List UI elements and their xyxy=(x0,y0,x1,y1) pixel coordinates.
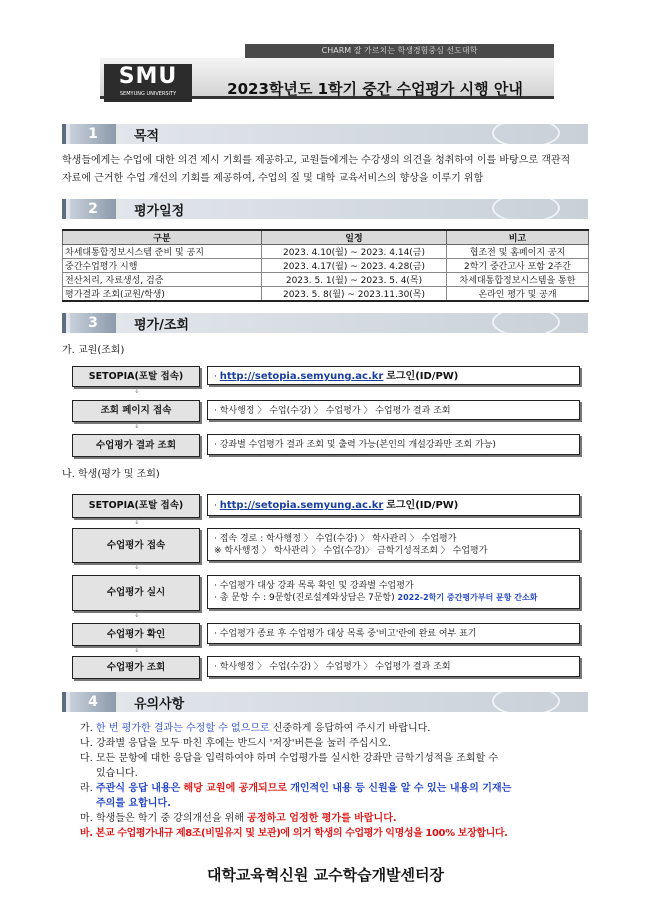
prof-step-result-desc: · 강좌별 수업평가 결과 조회 및 출력 가능(본인의 개설강좌만 조회 가능) xyxy=(207,434,580,455)
student-step-evaluate-desc: · 수업평가 대상 강좌 목록 확인 및 강좌별 수업평가 · 총 문항 수 : 9문항(진로설계와상담은 7문항) 2022-2학기 중간평가부터 문항 간소화 xyxy=(207,575,580,609)
purpose-text: 학생들에게는 수업에 대한 의견 제시 기회를 제공하고, 교원들에게는 수강생의 의견을 청취하여 이를 바탕으로 객관적 자료에 근거한 수업 개선의 기회를 제공하여, 수업의 질 및 대학 교육서비스의 향상을 이루기 위함 xyxy=(62,155,571,184)
arrow-down-icon: ↓ xyxy=(134,422,140,430)
decorative-ring xyxy=(492,307,560,337)
student-step-check: 수업평가 확인 xyxy=(72,623,200,646)
note-item: 마. 학생들은 학기 중 강의개선을 위해 공정하고 엄정한 평가를 바랍니다. xyxy=(80,813,397,824)
col-header: 비고 xyxy=(447,230,589,245)
student-step-access: 수업평가 접속 xyxy=(72,528,200,563)
prof-step-portal: SETOPIA(포탈 접속) xyxy=(72,366,200,387)
section-3-header xyxy=(62,313,588,333)
portal-link[interactable]: http://setopia.semyung.ac.kr xyxy=(219,371,384,382)
student-step-access-desc: · 접속 경로 : 학사행정 〉 수업(수강) 〉 학사관리 〉 수업평가 ※ 학사행정 〉 학사관리 〉 수업(수강)〉 금학기성적조회 〉 수업평가 xyxy=(207,528,580,561)
decorative-ring xyxy=(492,686,560,716)
footer-signature: 대학교육혁신원 교수학습개발센터장 xyxy=(206,866,445,884)
simplification-note: 2022-2학기 중간평가부터 문항 간소화 xyxy=(397,593,538,602)
arrow-down-icon: ↓ xyxy=(134,646,140,654)
document-title: 2023학년도 1학기 중간 수업평가 시행 안내 xyxy=(227,80,523,98)
table-row: 전산처리, 자료생성, 검증 2023. 5. 1(월) ~ 2023. 5. 4(목) 차세대통합정보시스템을 통한 xyxy=(63,273,589,287)
section-number: 3 xyxy=(70,313,116,333)
slogan: CHARM 잘 가르치는 학생경험중심 선도대학 xyxy=(245,44,554,58)
table-row: 중간수업평가 시행 2023. 4.17(월) ~ 2023. 4.28(금) 2학기 중간고사 포함 2주간 xyxy=(63,259,589,273)
table-row: 평가결과 조회(교원/학생) 2023. 5. 8(월) ~ 2023.11.30(목) 온라인 평가 및 공개 xyxy=(63,287,589,302)
section-number: 4 xyxy=(70,692,116,712)
note-item: 라. 주관식 응답 내용은 해당 교원에 공개되므로 개인적인 내용 등 신원을 알 수 있는 내용의 기재는 xyxy=(80,783,512,794)
notes-list xyxy=(80,721,590,841)
professor-label: 가. 교원(조회) xyxy=(62,345,125,356)
table-header-row xyxy=(63,230,589,245)
student-step-portal-desc: · http://setopia.semyung.ac.kr 로그인(ID/PW) xyxy=(207,494,580,516)
student-step-evaluate: 수업평가 실시 xyxy=(72,575,200,611)
arrow-down-icon: ↓ xyxy=(134,518,140,526)
decorative-ring xyxy=(492,193,560,223)
note-item: 가. 한 번 평가한 결과는 수정할 수 없으므로 신중하게 응답하여 주시기 바랍니다. xyxy=(80,723,431,734)
section-title: 평가/조회 xyxy=(134,318,189,333)
university-logo: SMU SEMYUNG UNIVERSITY xyxy=(104,64,192,102)
arrow-down-icon: ↓ xyxy=(134,387,140,395)
note-item: 주의를 요합니다. xyxy=(96,798,171,809)
prof-step-page-desc: · 학사행정 〉 수업(수강) 〉 수업평가 〉 수업평가 결과 조회 xyxy=(207,400,580,420)
student-step-check-desc: · 수업평가 종료 후 수업평가 대상 목록 중'비고'란에 완료 여부 표기 xyxy=(207,623,580,644)
student-step-portal: SETOPIA(포탈 접속) xyxy=(72,494,200,518)
document-header xyxy=(100,44,554,96)
section-number: 2 xyxy=(70,199,116,219)
decorative-ring xyxy=(492,118,560,148)
section-1-header xyxy=(62,124,588,144)
student-step-view: 수업평가 조회 xyxy=(72,656,200,679)
note-item: 나. 강좌별 응답을 모두 마친 후에는 반드시 '저장'버튼을 눌러 주십시오. xyxy=(80,738,391,749)
student-step-view-desc: · 학사행정 〉 수업(수강) 〉 수업평가 〉 수업평가 결과 조회 xyxy=(207,656,580,677)
table-row: 차세대통합정보시스템 준비 및 공지 2023. 4.10(월) ~ 2023. 4.14(금) 협조전 및 홈페이지 공지 xyxy=(63,245,589,259)
prof-step-result: 수업평가 결과 조회 xyxy=(72,434,200,457)
portal-link[interactable]: http://setopia.semyung.ac.kr xyxy=(219,500,384,511)
section-title: 유의사항 xyxy=(134,697,185,712)
note-item: 있습니다. xyxy=(96,768,138,779)
section-2-header xyxy=(62,199,588,219)
prof-step-page: 조회 페이지 접속 xyxy=(72,400,200,422)
col-header: 일정 xyxy=(262,230,447,245)
note-item: 다. 모든 문항에 대한 응답을 입력하여야 하며 수업평가를 실시한 강좌만 금학기성적을 조회할 수 xyxy=(80,753,499,764)
section-title: 평가일정 xyxy=(134,204,185,219)
section-number: 1 xyxy=(70,124,116,144)
col-header: 구분 xyxy=(63,230,262,245)
note-item: 바. 본교 수업평가내규 제8조(비밀유지 및 보관)에 의거 학생의 수업평가 익명성을 100% 보장합니다. xyxy=(80,828,508,839)
section-title: 목적 xyxy=(134,129,160,144)
schedule-table xyxy=(62,229,589,302)
arrow-down-icon: ↓ xyxy=(134,611,140,619)
prof-step-portal-desc: · http://setopia.semyung.ac.kr 로그인(ID/PW) xyxy=(207,366,580,385)
student-label: 나. 학생(평가 및 조회) xyxy=(62,469,160,480)
section-4-header xyxy=(62,692,588,712)
header-bar xyxy=(100,58,554,99)
arrow-down-icon: ↓ xyxy=(134,563,140,571)
